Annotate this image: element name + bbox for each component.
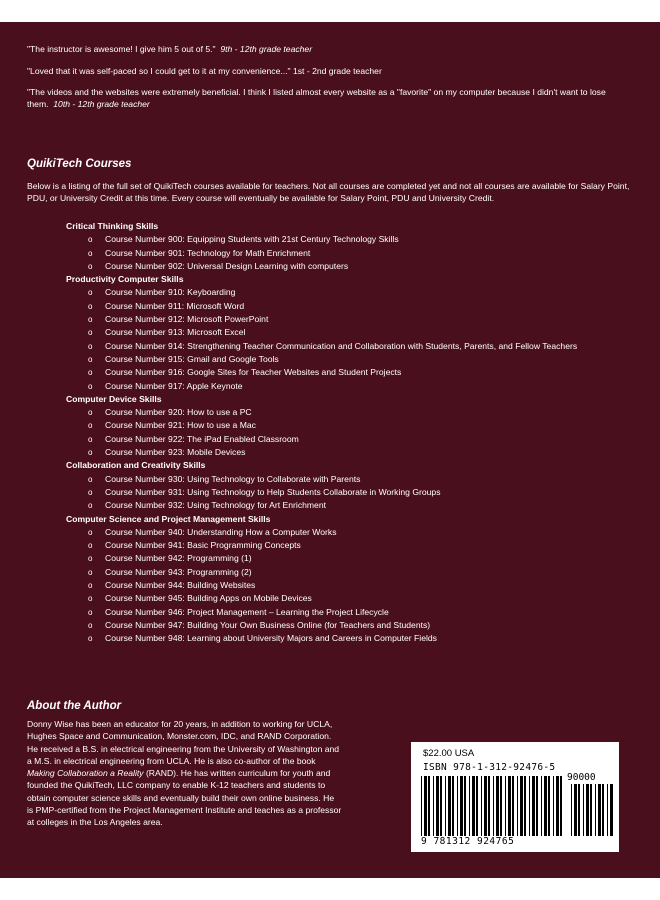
course-title: Course Number 942: Programming (1) — [105, 553, 252, 564]
circle-bullet-icon: o — [88, 261, 93, 271]
barcode-digits: 9 781312 924765 — [421, 836, 515, 847]
course-item — [66, 380, 626, 393]
course-item — [66, 619, 626, 632]
circle-bullet-icon: o — [88, 354, 93, 364]
barcode-bar — [610, 784, 613, 836]
course-item — [66, 233, 626, 246]
author-heading: About the Author — [27, 700, 122, 712]
barcode-bar — [578, 784, 580, 836]
course-item — [66, 406, 626, 419]
circle-bullet-icon: o — [88, 620, 93, 630]
barcode-bar — [590, 784, 592, 836]
course-title: Course Number 947: Building Your Own Business Online (for Teachers and Students) — [105, 619, 431, 630]
circle-bullet-icon: o — [88, 235, 93, 245]
course-item — [66, 473, 626, 486]
course-item — [66, 539, 626, 552]
course-title: Course Number 910: Keyboarding — [105, 287, 236, 298]
barcode-main — [421, 776, 562, 836]
course-title: Course Number 930: Using Technology to Collaborate with Parents — [105, 473, 361, 484]
course-item — [66, 486, 626, 499]
barcode-bar — [512, 776, 514, 836]
course-title: Course Number 922: The iPad Enabled Classroom — [105, 433, 299, 444]
barcode-addon — [571, 784, 613, 836]
course-title: Course Number 931: Using Technology to Help Students Collaborate in Working Groups — [105, 486, 441, 497]
course-list — [66, 220, 626, 646]
course-item — [66, 552, 626, 565]
barcode-bar — [571, 784, 572, 836]
course-item — [66, 300, 626, 313]
course-title: Course Number 916: Google Sites for Teacher Websites and Student Projects — [105, 367, 402, 378]
circle-bullet-icon: o — [88, 501, 93, 511]
course-item — [66, 419, 626, 432]
barcode-bar — [541, 776, 542, 836]
circle-bullet-icon: o — [88, 581, 93, 591]
barcode-bar — [536, 776, 538, 836]
barcode-bar — [472, 776, 475, 836]
course-title: Course Number 900: Equipping Students with 21st Century Technology Skills — [105, 234, 399, 245]
testimonial-author: 10th - 12th grade teacher — [53, 98, 150, 109]
course-item — [66, 632, 626, 645]
course-title: Course Number 932: Using Technology for Art Enrichment — [105, 500, 326, 511]
course-title: Course Number 923: Mobile Devices — [105, 447, 246, 458]
circle-bullet-icon: o — [88, 408, 93, 418]
barcode-bar — [524, 776, 526, 836]
barcode-bar — [469, 776, 470, 836]
circle-bullet-icon: o — [88, 381, 93, 391]
circle-bullet-icon: o — [88, 368, 93, 378]
courses-heading: QuikiTech Courses — [27, 158, 132, 170]
course-item — [66, 579, 626, 592]
course-category: Collaboration and Creativity Skills — [66, 460, 206, 471]
price-label: $22.00 USA — [423, 748, 475, 759]
barcode-addon-digits: 90000 — [567, 772, 596, 783]
barcode-bar — [421, 776, 422, 836]
circle-bullet-icon: o — [88, 288, 93, 298]
barcode-bar — [556, 776, 559, 836]
barcode-bar — [428, 776, 430, 836]
course-title: Course Number 943: Programming (2) — [105, 566, 252, 577]
barcode-bar — [517, 776, 518, 836]
barcode-bar — [424, 776, 427, 836]
course-title: Course Number 920: How to use a PC — [105, 407, 252, 418]
barcode-bar — [574, 784, 577, 836]
course-item — [66, 353, 626, 366]
testimonial-author: 1st - 2nd grade teacher — [292, 65, 382, 76]
circle-bullet-icon: o — [88, 474, 93, 484]
circle-bullet-icon: o — [88, 594, 93, 604]
barcode-bar — [440, 776, 442, 836]
testimonial-3: "The videos and the websites were extremely beneficial. I think I listed almost every website as a "favorite" on my computer because I didn't want to lose them. 10th - 12th grade teacher — [27, 87, 606, 109]
course-item — [66, 366, 626, 379]
barcode-bar — [602, 784, 604, 836]
barcode-bar — [476, 776, 478, 836]
course-title: Course Number 941: Basic Programming Concepts — [105, 540, 301, 551]
barcode-bar — [484, 776, 487, 836]
barcode-bar — [544, 776, 547, 836]
course-item — [66, 606, 626, 619]
barcode-bar — [508, 776, 511, 836]
barcode-bar — [595, 784, 596, 836]
circle-bullet-icon: o — [88, 448, 93, 458]
barcode-bars — [419, 774, 615, 838]
course-item — [66, 433, 626, 446]
isbn-barcode — [411, 742, 619, 852]
barcode-bar — [452, 776, 454, 836]
circle-bullet-icon: o — [88, 527, 93, 537]
course-title: Course Number 948: Learning about University Majors and Careers in Computer Fields — [105, 633, 437, 644]
circle-bullet-icon: o — [88, 248, 93, 258]
barcode-bar — [457, 776, 458, 836]
barcode-bar — [433, 776, 434, 836]
barcode-bar — [553, 776, 554, 836]
circle-bullet-icon: o — [88, 541, 93, 551]
course-title: Course Number 911: Microsoft Word — [105, 300, 245, 311]
course-title: Course Number 902: Universal Design Learning with computers — [105, 260, 349, 271]
barcode-bar — [586, 784, 589, 836]
testimonial-1: "The instructor is awesome! I give him 5 out of 5." 9th - 12th grade teacher — [27, 44, 313, 54]
barcode-bar — [520, 776, 523, 836]
testimonials — [27, 44, 627, 120]
circle-bullet-icon: o — [88, 487, 93, 497]
course-category: Productivity Computer Skills — [66, 274, 184, 285]
barcode-bar — [560, 776, 562, 836]
course-item — [66, 526, 626, 539]
circle-bullet-icon: o — [88, 434, 93, 444]
course-title: Course Number 940: Understanding How a Computer Works — [105, 526, 337, 537]
course-category: Computer Device Skills — [66, 393, 162, 404]
circle-bullet-icon: o — [88, 634, 93, 644]
barcode-bar — [460, 776, 463, 836]
course-item — [66, 340, 626, 353]
circle-bullet-icon: o — [88, 301, 93, 311]
course-category: Critical Thinking Skills — [66, 221, 159, 231]
barcode-bar — [548, 776, 550, 836]
course-title: Course Number 913: Microsoft Excel — [105, 327, 246, 338]
testimonial-2: "Loved that it was self-paced so I could get to it at my convenience..." 1st - 2nd grade teacher — [27, 65, 382, 76]
course-item — [66, 499, 626, 512]
circle-bullet-icon: o — [88, 328, 93, 338]
barcode-bar — [488, 776, 490, 836]
book-title: Making Collaboration a Reality — [27, 768, 144, 779]
circle-bullet-icon: o — [88, 341, 93, 351]
course-item — [66, 326, 626, 339]
circle-bullet-icon: o — [88, 421, 93, 431]
circle-bullet-icon: o — [88, 567, 93, 577]
barcode-bar — [583, 784, 584, 836]
circle-bullet-icon: o — [88, 554, 93, 564]
barcode-bar — [532, 776, 535, 836]
circle-bullet-icon: o — [88, 315, 93, 325]
barcode-bar — [464, 776, 466, 836]
course-item — [66, 313, 626, 326]
course-title: Course Number 915: Gmail and Google Tools — [105, 353, 279, 364]
course-title: Course Number 946: Project Management – Learning the Project Lifecycle — [105, 606, 389, 617]
courses-intro: Below is a listing of the full set of QuikiTech courses available for teachers. Not all courses are completed yet and not all courses are available for Salary Point, PDU, or University Credit at this time. Every course will eventually be available for Salary Point, PDU and University Credit. — [27, 181, 630, 204]
isbn-label: ISBN 978-1-312-92476-5 — [423, 762, 556, 773]
barcode-bar — [607, 784, 608, 836]
barcode-bar — [505, 776, 506, 836]
circle-bullet-icon: o — [88, 607, 93, 617]
barcode-bar — [445, 776, 446, 836]
barcode-bar — [481, 776, 482, 836]
course-title: Course Number 917: Apple Keynote — [105, 380, 243, 391]
course-title: Course Number 921: How to use a Mac — [105, 420, 256, 431]
course-category: Computer Science and Project Management Skills — [66, 513, 271, 524]
barcode-bar — [436, 776, 439, 836]
course-title: Course Number 901: Technology for Math Enrichment — [105, 247, 311, 258]
course-item — [66, 446, 626, 459]
course-item — [66, 260, 626, 273]
course-title: Course Number 914: Strengthening Teacher Communication and Collaboration with Students, Parents, and Fellow Teachers — [105, 340, 578, 351]
course-item — [66, 247, 626, 260]
barcode-bar — [448, 776, 451, 836]
barcode-bar — [493, 776, 494, 836]
course-title: Course Number 945: Building Apps on Mobile Devices — [105, 593, 312, 604]
barcode-bar — [598, 784, 601, 836]
testimonial-author: 9th - 12th grade teacher — [220, 44, 313, 54]
course-title: Course Number 912: Microsoft PowerPoint — [105, 314, 269, 325]
barcode-bar — [500, 776, 502, 836]
course-title: Course Number 944: Building Websites — [105, 580, 256, 591]
barcode-bar — [496, 776, 499, 836]
course-item — [66, 566, 626, 579]
author-bio: Donny Wise has been an educator for 20 years, in addition to working for UCLA, Hughes Space and Communication, Monster.com, IDC, and RAND Corporation. He received a B.S. in electrical engineering from the University of Washington and a M.S. in electrical engineering from UCLA. He is also co-author of the book Making Collaboration a Reality (RAND). He has written curriculum for youth and founded the QuikiTech, LLC company to enable K-12 teachers and students to obtain computer science skills and eventually build their own online business. He is PMP-certified from the Project Management Institute and teaches as a professor at colleges in the Los Angeles area. — [27, 719, 342, 828]
barcode-bar — [529, 776, 530, 836]
course-item — [66, 592, 626, 605]
course-item — [66, 286, 626, 299]
